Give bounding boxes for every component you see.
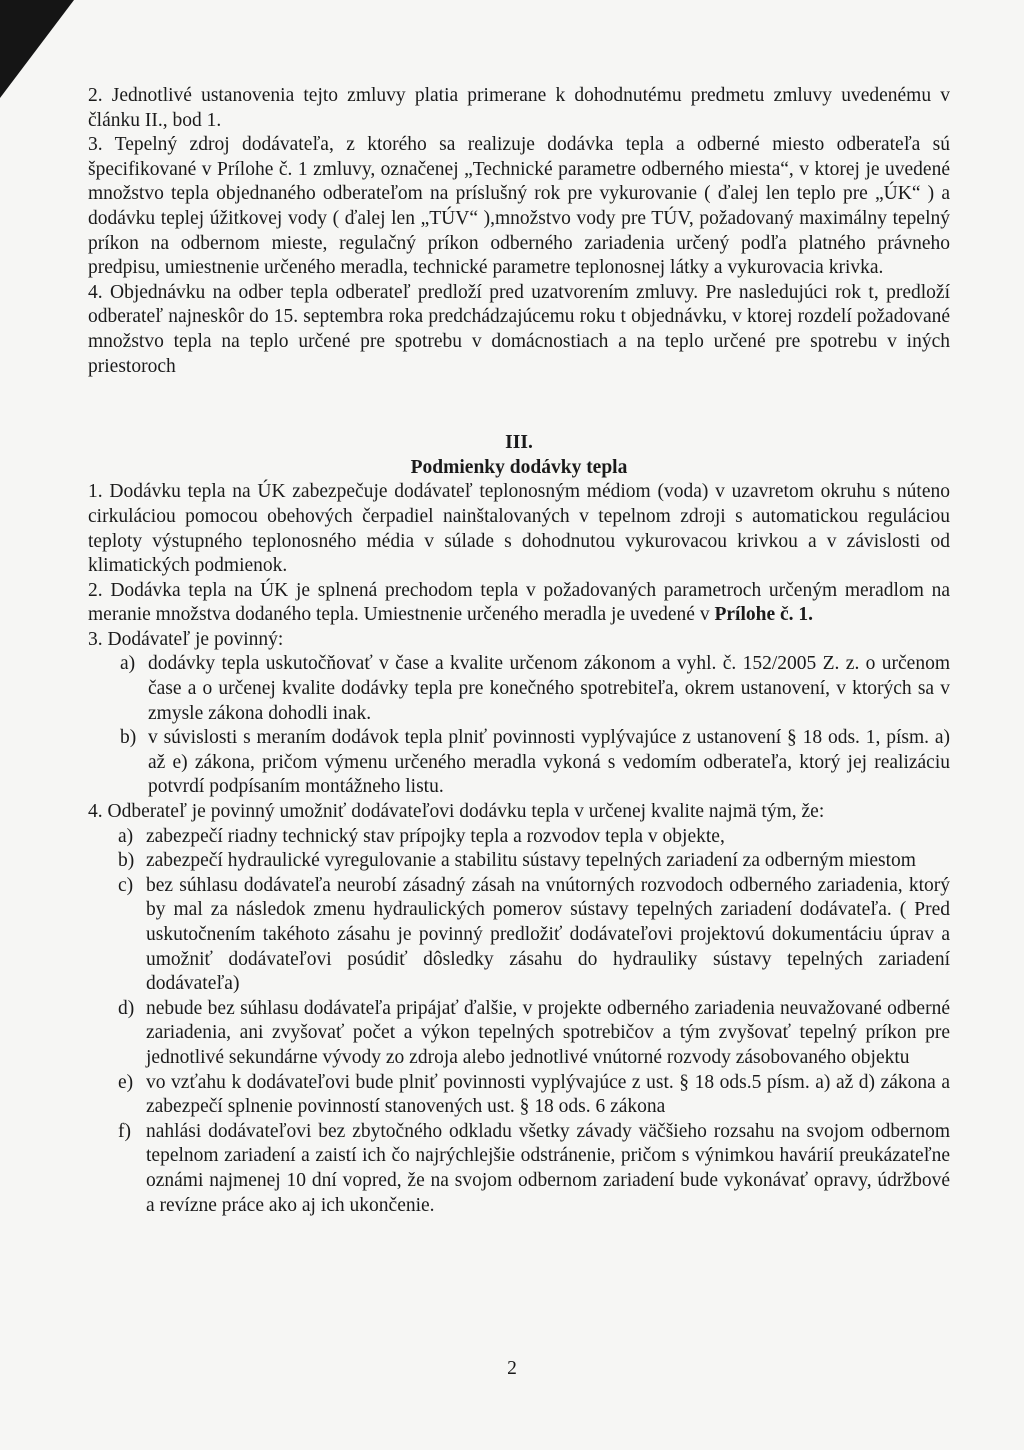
- section-paragraph-4-intro: 4. Odberateľ je povinný umožniť dodávateľovi dodávku tepla v určenej kvalite najmä tým, že:: [88, 801, 825, 823]
- page-number: 2: [507, 1358, 517, 1379]
- section-spacer: [88, 379, 950, 431]
- list-item: [88, 997, 950, 1071]
- annex-reference: Prílohe č. 1.: [714, 604, 814, 626]
- list-marker: c): [118, 874, 134, 896]
- list-item-text: nahlási dodávateľovi bez zbytočného odkladu všetky závady väčšieho rozsahu na svojom odbernom tepelnom zariadení a zaistí ich čo najrýchlejšie odstránenie, pričom s výnimkou havárií preukázateľne oznámi najmenej 10 dní vopred, že na svojom odbernom zariadení bude vykonávať opravy, údržbové a revízne práce ako aj ich ukončenie.: [146, 1120, 950, 1216]
- list-marker: d): [118, 997, 135, 1019]
- list-item-text: bez súhlasu dodávateľa neurobí zásadný zásah na vnútorných rozvodoch odberného zariadenia, ktorý by mal za následok zmenu hydraulických pomerov sústavy tepelných zariadení dodávateľa. ( Pred uskutočnením takéhoto zásahu je povinný predložiť dodávateľovi projektovú dokumentáciu úprav a umožniť dodávateľovi posúdiť dôsledky zásahu do hydrauliky sústavy tepelných zariadení dodávateľa): [146, 874, 950, 995]
- list-item-text: vo vzťahu k dodávateľovi bude plniť povinnosti vyplývajúce z ust. § 18 ods.5 písm. a) až d) zákona a zabezpečí splnenie povinností stanovených ust. § 18 ods. 6 zákona: [146, 1071, 950, 1118]
- customer-duties-list: [88, 825, 950, 1219]
- list-item-text: zabezpečí riadny technický stav prípojky tepla a rozvodov tepla v objekte,: [146, 825, 725, 847]
- list-item-text: v súvislosti s meraním dodávok tepla plniť povinnosti vyplývajúce z ustanovení § 18 ods. 1, písm. a) až e) zákona, pričom výmenu určeného meradla vykoná s vedomím odberateľa, ktorý jej realizáciu potvrdí podpísaním montážneho listu.: [148, 727, 950, 798]
- list-item: [88, 652, 950, 726]
- list-item: [88, 726, 950, 800]
- list-item: [88, 849, 950, 874]
- document-page: [88, 84, 950, 1218]
- list-item-text: dodávky tepla uskutočňovať v čase a kvalite určenom zákonom a vyhl. č. 152/2005 Z. z. o určenom čase a o určenej kvalite dodávky tepla pre konečného spotrebiteľa, okrem ustanovení, v ktorých sa v zmysle zákona dohodli inak.: [148, 653, 950, 724]
- list-item-text: zabezpečí hydraulické vyregulovanie a stabilitu sústavy tepelných zariadení za odberným miestom: [146, 850, 916, 872]
- list-marker: e): [118, 1071, 134, 1093]
- list-item: [88, 825, 950, 850]
- section-paragraph-2-text: 2. Dodávka tepla na ÚK je splnená prechodom tepla v požadovaných parametroch určeným meradlom na meranie množstva dodaného tepla. Umiestnenie určeného meradla je uvedené v: [88, 579, 950, 626]
- section-paragraph-1: 1. Dodávku tepla na ÚK zabezpečuje dodávateľ teplonosným médiom (voda) v uzavretom okruhu s núteno cirkuláciou pomocou obehových čerpadiel nainštalovaných v tepelnom zdroji s automatickou reguláciou teploty výstupného teplonosného média v súlade s dohodnutou vykurovacou krivkou a v závislosti od klimatických podmienok.: [88, 481, 950, 577]
- section-title: Podmienky dodávky tepla: [410, 456, 628, 478]
- list-marker: b): [120, 727, 137, 749]
- list-item-text: nebude bez súhlasu dodávateľa pripájať ďalšie, v projekte odberného zariadenia neuvažované odberné zariadenia, ani zvyšovať počet a výkon tepelných spotrebičov a tým zvyšovať tepelný príkon pre jednotlivé sekundárne vývody zo zdroja alebo jednotlivé vnútorné rozvody zásobovaného objektu: [146, 997, 950, 1068]
- list-item: [88, 1071, 950, 1120]
- paragraph-4: 4. Objednávku na odber tepla odberateľ predloží pred uzatvorením zmluvy. Pre nasledujúci rok t, predloží odberateľ najneskôr do 15. septembra roka predchádzajúcemu roku t objednávku, v ktorej rozdelí požadované množstvo tepla na teplo určené pre spotrebu v domácnostiach a na teplo určené pre spotrebu v iných priestoroch: [88, 281, 950, 377]
- list-marker: f): [118, 1120, 131, 1142]
- list-item: [88, 874, 950, 997]
- section-paragraph-2: [88, 579, 950, 628]
- list-marker: b): [118, 850, 135, 872]
- list-marker: a): [120, 653, 136, 675]
- list-item: [88, 1120, 950, 1218]
- section-number: III.: [505, 432, 533, 454]
- list-marker: a): [118, 825, 134, 847]
- section-paragraph-3-intro: 3. Dodávateľ je povinný:: [88, 628, 284, 650]
- scan-corner-shadow: [0, 0, 74, 98]
- paragraph-3: 3. Tepelný zdroj dodávateľa, z ktorého sa realizuje dodávka tepla a odberné miesto odberateľa sú špecifikované v Prílohe č. 1 zmluvy, označenej „Technické parametre odberného miesta“, v ktorej je uvedené množstvo tepla objednaného odberateľom na príslušný rok pre vykurovanie ( ďalej len teplo pre „ÚK“ ) a dodávku teplej úžitkovej vody ( ďalej len „TÚV“ ),množstvo vody pre TÚV, požadovaný maximálny tepelný príkon na odbernom mieste, regulačný príkon odberného zariadenia určený podľa platného právneho predpisu, umiestnenie určeného meradla, technické parametre teplonosnej látky a vykurovacia krivka.: [88, 134, 950, 279]
- supplier-duties-list: [88, 652, 950, 800]
- paragraph-2: 2. Jednotlivé ustanovenia tejto zmluvy platia primerane k dohodnutému predmetu zmluvy uvedenému v článku II., bod 1.: [88, 85, 950, 131]
